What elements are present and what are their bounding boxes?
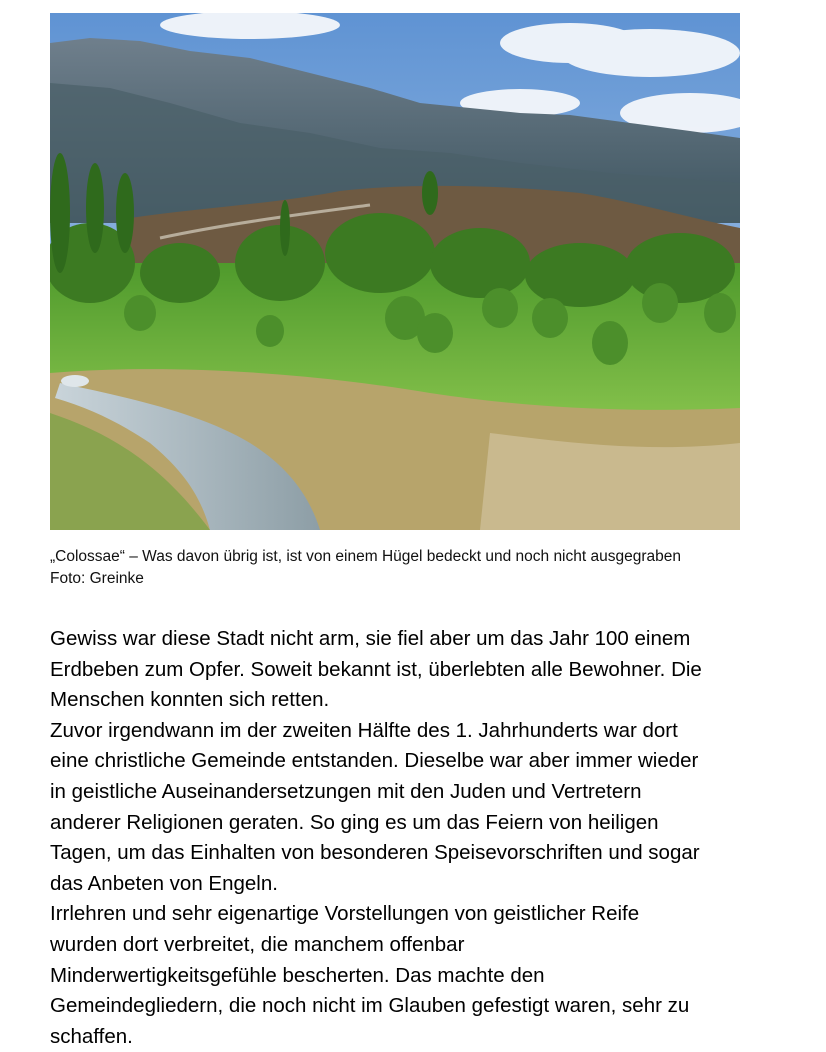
paragraph-1: Gewiss war diese Stadt nicht arm, sie fiel aber um das Jahr 100 einem Erdbeben zum Opfer. Soweit bekannt ist, überlebten alle Bewohner. Die Menschen konnten sich retten.	[50, 627, 702, 712]
landscape-photo	[50, 13, 740, 530]
photo-credit: Foto: Greinke	[50, 570, 144, 587]
caption-text: „Colossae“ – Was davon übrig ist, ist von einem Hügel bedeckt und noch nicht ausgegraben	[50, 548, 681, 565]
paragraph-3: Irrlehren und sehr eigenartige Vorstellungen von geistlicher Reife wurden dort verbreitet, die manchem offenbar Minderwertigkeitsgefühle bescherten. Das machte den Gemeindegliedern, die noch nicht im Glauben gefestigt waren, sehr zu schaffen.	[50, 902, 690, 1048]
colossae-landscape-image	[50, 13, 740, 530]
article-body	[50, 624, 790, 1052]
paragraph-2: Zuvor irgendwann im der zweiten Hälfte des 1. Jahrhunderts war dort eine christliche Gemeinde entstanden. Dieselbe war aber immer wieder in geistliche Auseinandersetzungen mit den Juden und Vertretern anderer Religionen geraten. So ging es um das Feiern von heiligen Tagen, um das Einhalten von besonderen Speisevorschriften und sogar das Anbeten von Engeln.	[50, 718, 700, 895]
photo-caption	[50, 546, 790, 590]
